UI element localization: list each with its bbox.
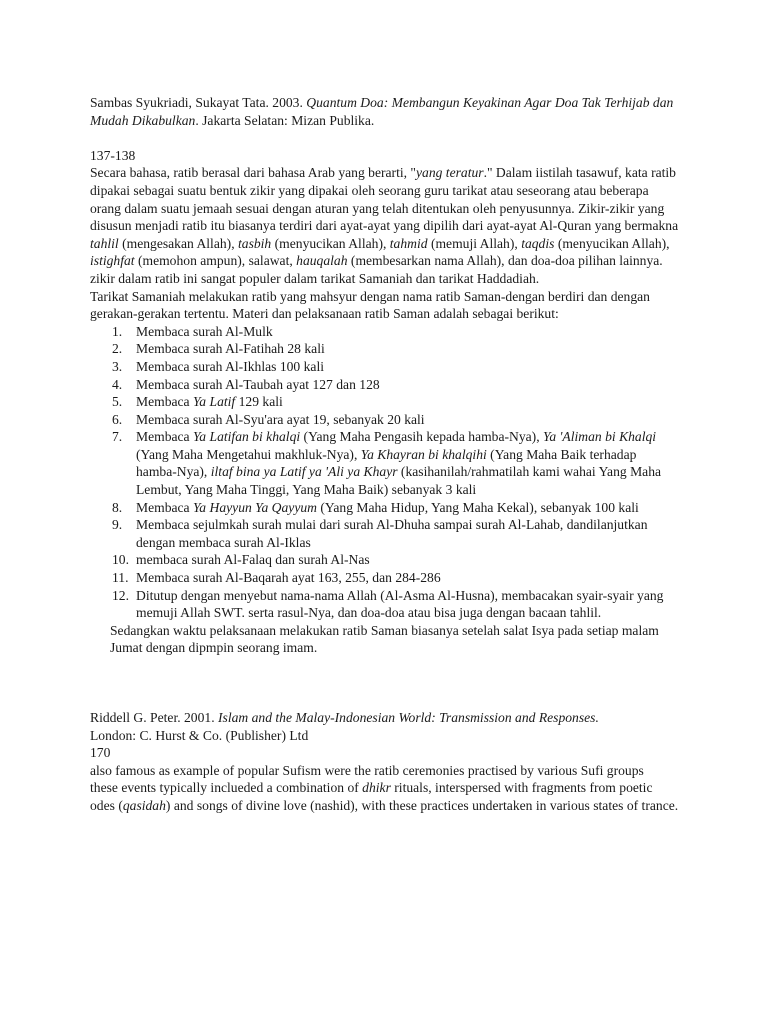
reference-2-publisher: London: C. Hurst & Co. (Publisher) Ltd [90, 727, 309, 743]
reference-1-authors: Sambas Syukriadi, Sukayat Tata. 2003. [90, 95, 307, 110]
list-item: 2. Membaca surah Al-Fatihah 28 kali [112, 341, 325, 357]
reference-1-publisher: . Jakarta Selatan: Mizan Publika. [195, 112, 375, 128]
paragraph-dhikr: these events typically inclueded a combination of dhikr rituals, interspersed with fragments from poetic odes (qasidah) and songs of divine love (nashid), with these practices undertaken in various states of trance. [90, 780, 679, 813]
list-item: 3. Membaca surah Al-Ikhlas 100 kali [112, 358, 324, 374]
list-item: 4. Membaca surah Al-Taubah ayat 127 dan 128 [112, 376, 380, 392]
list-item: 7. Membaca Ya Latifan bi khalqi (Yang Maha Pengasih kepada hamba-Nya), Ya 'Aliman bi Khalqi (Yang Maha Mengetahui makhluk-Nya), Ya Khayran bi khalqihi (Yang Maha Baik terhadap hamba-Nya), iltaf bina ya Latif ya 'Ali ya Khayr (kasihanilah/rahmatilah kami wahai Yang Maha Lembut, Yang Maha Tinggi, Yang Maha Baik) sebanyak 3 kali [112, 429, 662, 498]
ratib-steps-list [90, 323, 680, 622]
reference-2-authors: Riddell G. Peter. 2001. [90, 710, 218, 725]
list-item: 10. membaca surah Al-Falaq dan surah Al-Nas [112, 552, 370, 568]
document-body [90, 94, 680, 815]
reference-2-pages: 170 [90, 745, 111, 761]
list-item: 8. Membaca Ya Hayyun Ya Qayyum (Yang Maha Hidup, Yang Maha Kekal), sebanyak 100 kali [112, 499, 639, 515]
paragraph-ratib-definition: Secara bahasa, ratib berasal dari bahasa Arab yang berarti, "yang teratur." Dalam iistilah tasawuf, kata ratib dipakai sebagai suatu bentuk zikir yang dipakai oleh seorang guru tarikat atau seseorang atau beberapa orang dalam suatu jemaah sesuai dengan aturan yang telah ditentukan oleh penyusunnya. Zikir-zikir yang disusun menjadi ratib itu biasanya terdiri dari ayat-ayat yang dipilih dari ayat-ayat Al-Quran yang bermakna tahlil (mengesakan Allah), tasbih (menyucikan Allah), tahmid (memuji Allah), taqdis (menyucikan Allah), istighfat (memohon ampun), salawat, hauqalah (membesarkan nama Allah), dan doa-doa pilihan lainnya. zikir dalam ratib ini sangat populer dalam tarikat Samaniah dan tarikat Haddadiah. [90, 165, 679, 286]
reference-2-title: Islam and the Malay-Indonesian World: Transmission and Responses. [218, 710, 599, 725]
reference-1-title: Quantum Doa: Membangun Keyakinan Agar Doa Tak Terhijab dan Mudah Dikabulkan [90, 95, 674, 128]
list-item: 1. Membaca surah Al-Mulk [112, 323, 273, 339]
paragraph-ratib-time: Sedangkan waktu pelaksanaan melakukan ratib Saman biasanya setelah salat Isya pada setiap malam Jumat dengan dipmpin seorang imam. [110, 622, 659, 656]
reference-1-pages: 137-138 [90, 147, 136, 163]
list-item: 9. Membaca sejulmkah surah mulai dari surah Al-Dhuha sampai surah Al-Lahab, dandilanjutkan dengan membaca surah Al-Iklas [112, 517, 648, 550]
list-item: 5. Membaca Ya Latif 129 kali [112, 394, 283, 410]
list-item: 12. Ditutup dengan menyebut nama-nama Allah (Al-Asma Al-Husna), membacakan syair-syair yang memuji Allah SWT. serta rasul-Nya, dan doa-doa atau bisa juga dengan bacaan tahlil. [112, 587, 664, 621]
paragraph-samaniah: Tarikat Samaniah melakukan ratib yang mahsyur dengan nama ratib Saman-dengan berdiri dan dengan gerakan-gerakan tertentu. Materi dan pelaksanaan ratib Saman adalah sebagai berikut: [90, 288, 650, 322]
reference-2 [90, 709, 680, 744]
reference-1 [90, 94, 680, 129]
list-item: 6. Membaca surah Al-Syu'ara ayat 19, sebanyak 20 kali [112, 411, 425, 427]
list-item: 11. Membaca surah Al-Baqarah ayat 163, 255, dan 284-286 [112, 570, 441, 586]
paragraph-sufism: also famous as example of popular Sufism were the ratib ceremonies practised by various Sufi groups [90, 762, 644, 778]
